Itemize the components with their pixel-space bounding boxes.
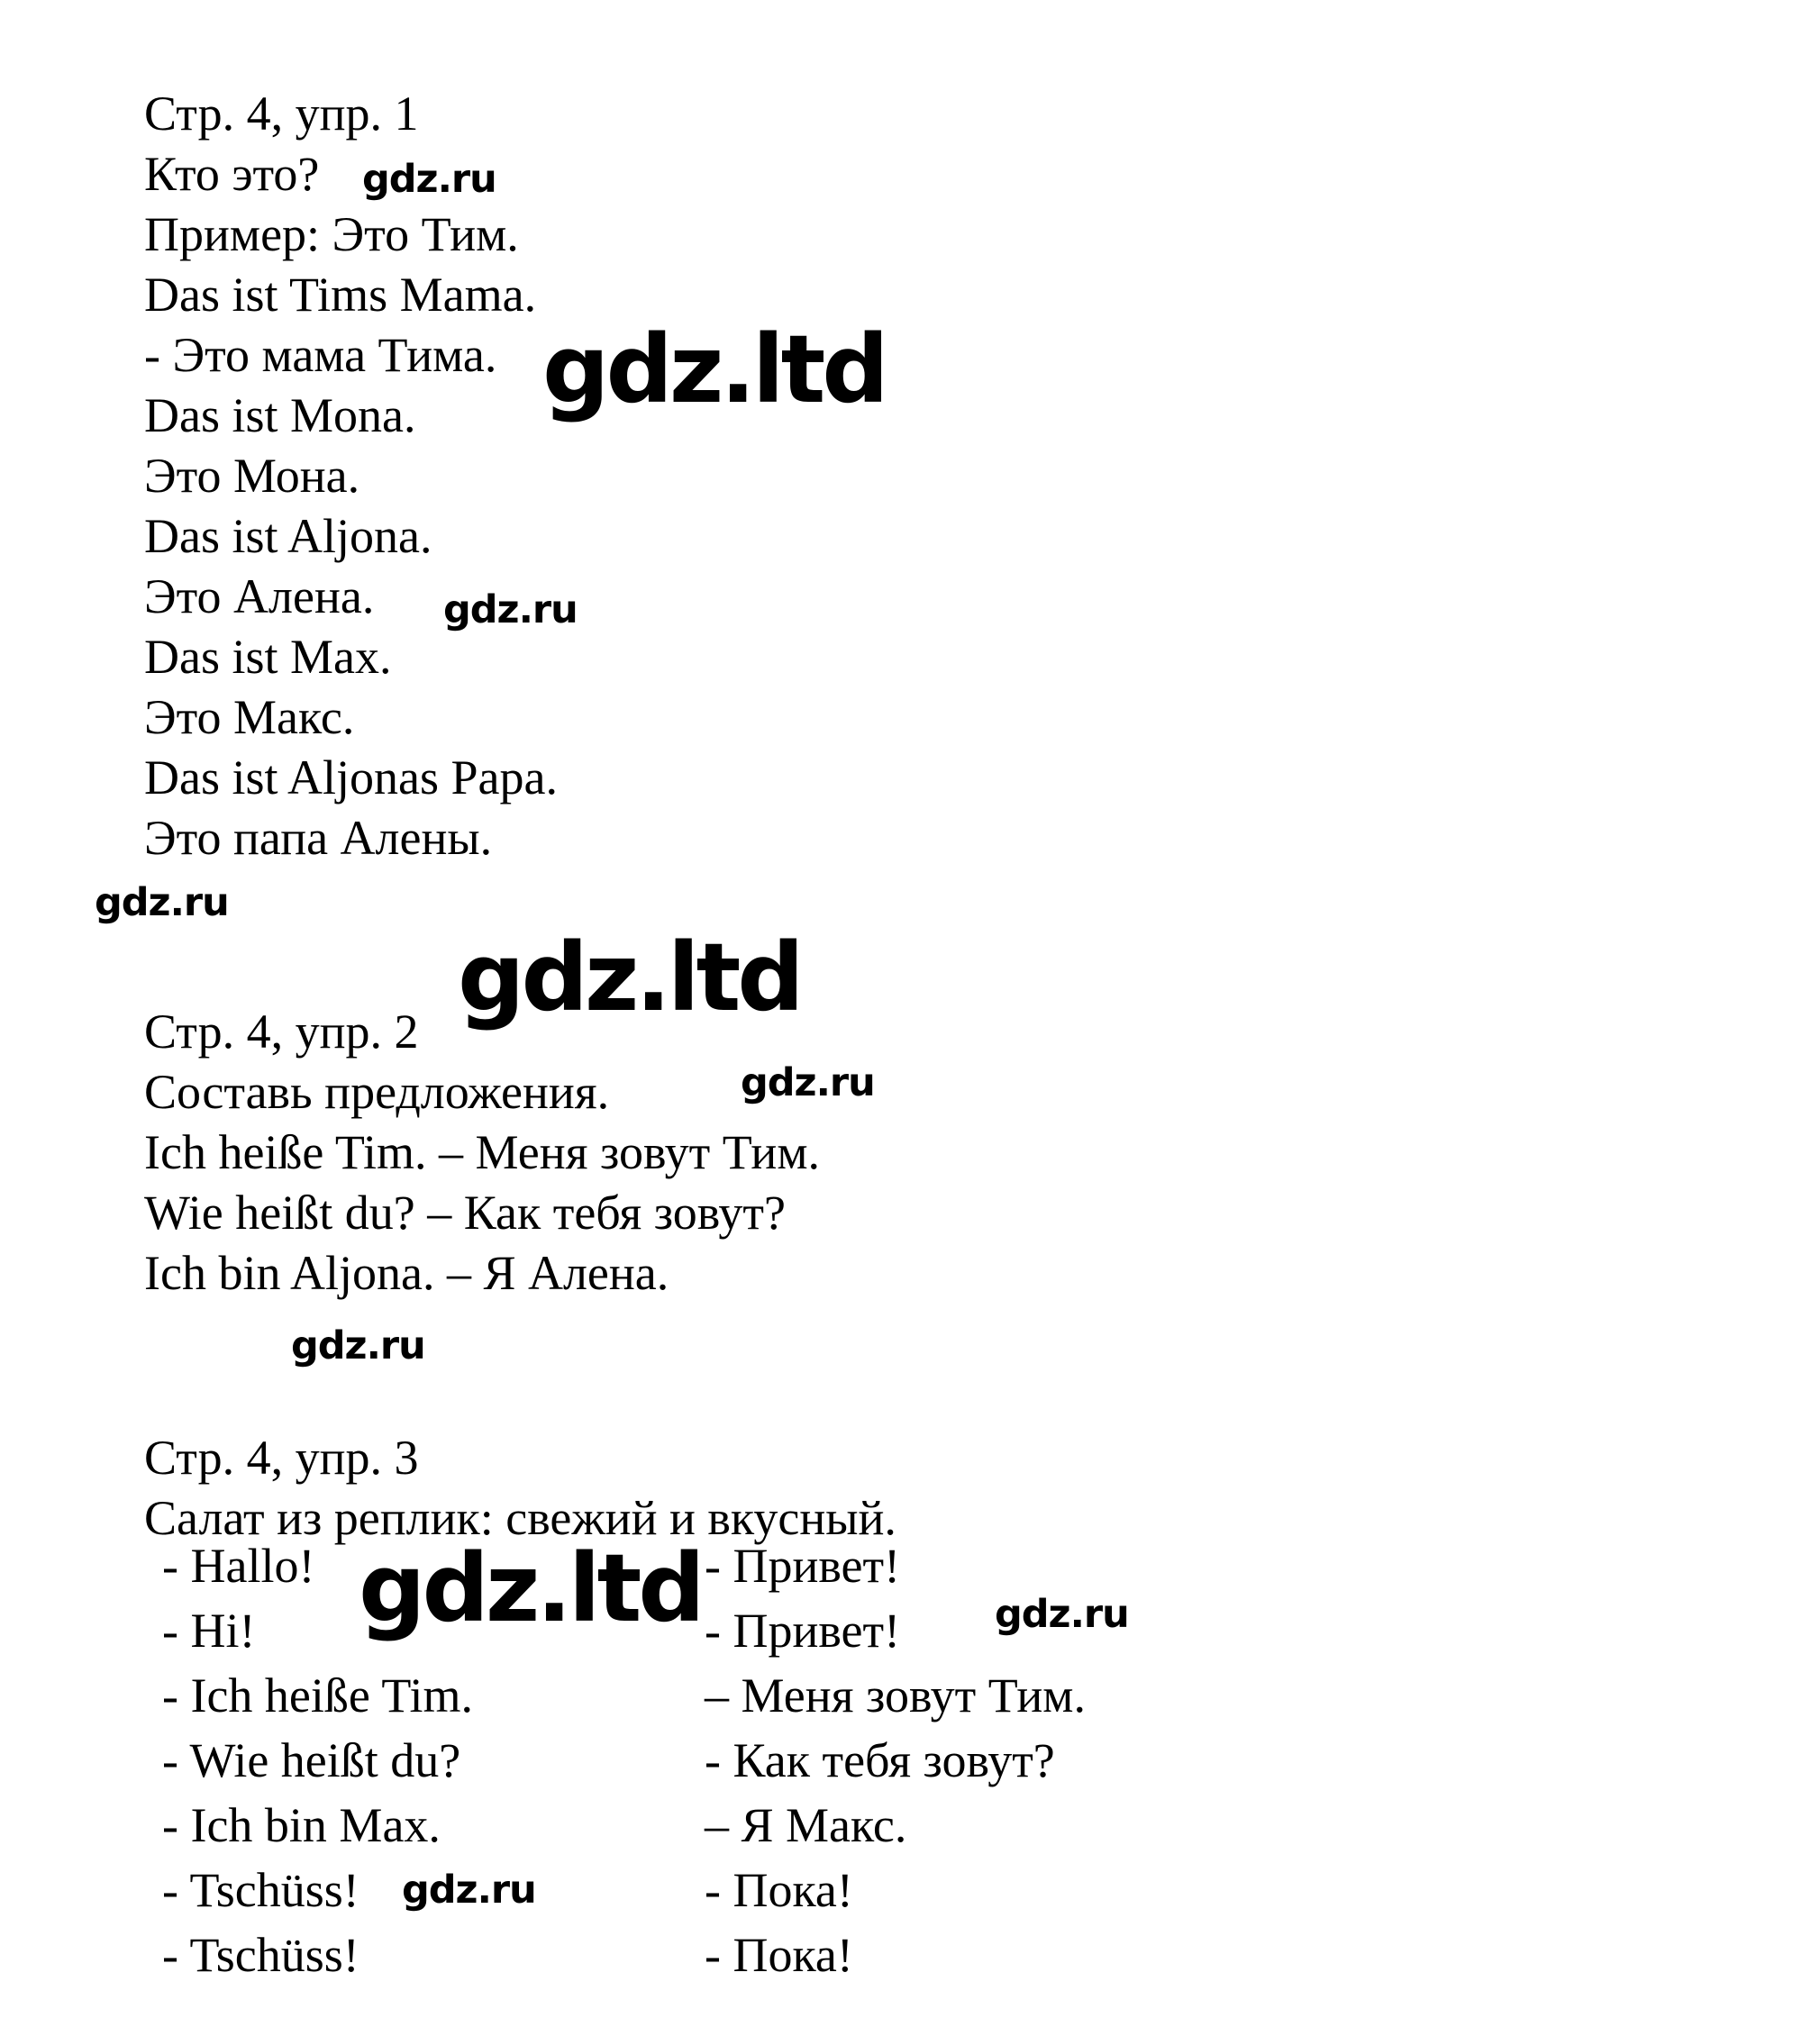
gdz-ltd-watermark: gdz.ltd [359, 1533, 702, 1643]
dialogue-line-de: - Hi! [162, 1604, 256, 1658]
dialogue-line-ru: - Как тебя зовут? [705, 1733, 1055, 1787]
exercise2-line: Ich bin Aljona. – Я Алена. [144, 1246, 669, 1300]
dialogue-line-de: - Ich heiße Tim. [162, 1668, 473, 1722]
exercise1-line: Это Алена. [144, 569, 375, 623]
dialogue-line-ru: - Привет! [705, 1604, 901, 1658]
exercise1-line: Пример: Это Тим. [144, 207, 519, 261]
gdz-ru-watermark: gdz.ru [95, 880, 229, 925]
exercise2-block [144, 1002, 820, 1304]
exercise1-line: Это Макс. [144, 690, 355, 744]
exercise1-line: Das ist Mona. [144, 388, 416, 442]
dialogue-line-de: - Ich bin Max. [162, 1798, 441, 1852]
exercise1-line: Das ist Max. [144, 630, 392, 684]
gdz-ltd-watermark: gdz.ltd [458, 923, 801, 1032]
exercise2-title: Стр. 4, упр. 2 [144, 1004, 419, 1059]
exercise1-title: Стр. 4, упр. 1 [144, 86, 419, 141]
exercise1-line: Это Мона. [144, 449, 360, 503]
exercise2-line: Составь предложения. [144, 1065, 610, 1119]
exercise1-line: - Это мама Тима. [144, 328, 497, 382]
dialogue-line-de: - Tschüss! [162, 1928, 359, 1982]
dialogue-line-de: - Wie heißt du? [162, 1733, 461, 1787]
exercise1-line: Das ist Aljonas Papa. [144, 750, 558, 804]
dialogue-line-ru: – Меня зовут Тим. [705, 1668, 1086, 1722]
exercise3-title: Стр. 4, упр. 3 [144, 1431, 419, 1485]
dialogue-line-ru: - Пока! [705, 1863, 853, 1917]
exercise1-line: Это папа Алены. [144, 811, 493, 865]
exercise1-line: Das ist Tims Mama. [144, 268, 537, 322]
exercise3-subtitle: Салат из реплик: свежий и вкусный. [144, 1491, 896, 1545]
dialogue-line-de: - Tschüss! [162, 1863, 359, 1917]
exercise1-line: Das ist Aljona. [144, 509, 432, 563]
dialogue-line-ru: - Привет! [705, 1539, 901, 1593]
exercise3-header [144, 1428, 896, 1549]
gdz-ru-watermark: gdz.ru [291, 1323, 425, 1368]
gdz-ru-watermark: gdz.ru [995, 1592, 1129, 1637]
gdz-ltd-watermark: gdz.ltd [542, 314, 886, 424]
gdz-ru-watermark: gdz.ru [741, 1060, 875, 1105]
exercise2-line: Ich heiße Tim. – Меня зовут Тим. [144, 1125, 820, 1179]
gdz-ru-watermark: gdz.ru [443, 587, 578, 632]
exercise1-line: Кто это? [144, 147, 320, 201]
gdz-ru-watermark: gdz.ru [362, 157, 496, 202]
dialogue-line-ru: – Я Макс. [705, 1798, 907, 1852]
dialogue-line-de: - Hallo! [162, 1539, 315, 1593]
dialogue-line-ru: - Пока! [705, 1928, 853, 1982]
gdz-ru-watermark: gdz.ru [402, 1868, 536, 1913]
exercise2-line: Wie heißt du? – Как тебя зовут? [144, 1186, 786, 1240]
